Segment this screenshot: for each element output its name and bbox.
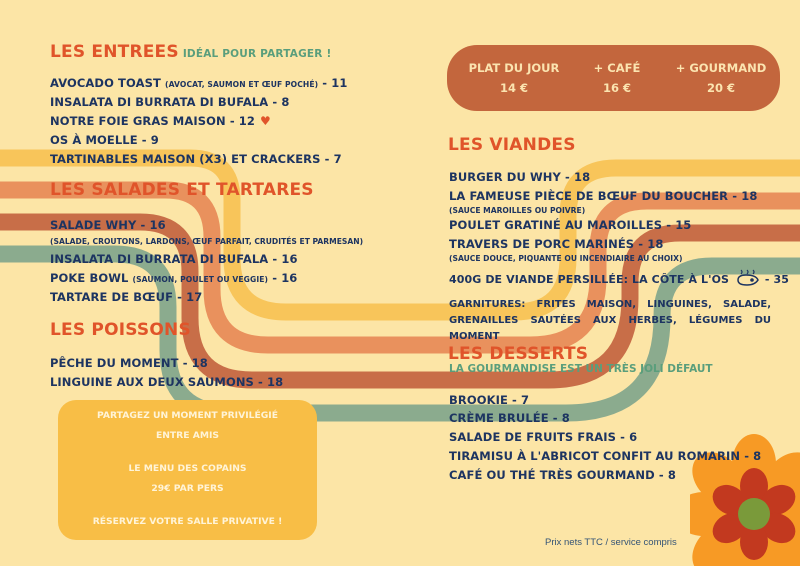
- menu-item: POKE BOWL (SAUMON, POULET OU VEGGIE) - 16: [50, 271, 298, 285]
- flower-icon: [690, 418, 800, 566]
- menu-item: AVOCADO TOAST (AVOCAT, SAUMON ET ŒUF POCHÉ) - 11: [50, 76, 348, 90]
- plat-price: 20 €: [706, 81, 735, 95]
- menu-item: TARTARE DE BŒUF - 17: [50, 290, 203, 304]
- plat-label: PLAT DU JOUR: [468, 61, 560, 75]
- copains-line: RÉSERVEZ VOTRE SALLE PRIVATIVE !: [92, 516, 283, 527]
- menu-item: CRÈME BRULÉE - 8: [449, 411, 570, 425]
- menu-item: OS À MOELLE - 9: [50, 133, 159, 147]
- menu-item: BROOKIE - 7: [449, 393, 530, 407]
- heart-icon: ♥: [260, 114, 271, 128]
- garnitures-text: GARNITURES: FRITES MAISON, LINGUINES, SALADE, GRENAILLES SAUTÉES AUX HERBES, LÉGUMES DU MOMENT: [449, 299, 771, 342]
- plat-label: + GOURMAND: [675, 61, 767, 75]
- plat-col: [572, 58, 662, 98]
- copains-line: 29€ PAR PERS: [151, 483, 224, 494]
- viandes-title: LES VIANDES: [448, 135, 576, 155]
- entrees-subtitle: IDÉAL POUR PARTAGER !: [182, 48, 332, 60]
- copains-box: [58, 400, 317, 540]
- menu-item: TIRAMISU À L'ABRICOT CONFIT AU ROMARIN - 8: [449, 449, 762, 463]
- menu-item: SALADE WHY - 16: [50, 218, 166, 232]
- plat-du-jour-box: [447, 45, 780, 111]
- plat-price: 14 €: [499, 81, 528, 95]
- menu-item: PÊCHE DU MOMENT - 18: [50, 356, 208, 370]
- steak-icon: [735, 268, 761, 288]
- menu-item: 400G DE VIANDE PERSILLÉE: LA CÔTE À L'OS - 35: [449, 268, 789, 288]
- menu-item: CAFÉ OU THÉ TRÈS GOURMAND - 8: [449, 468, 676, 482]
- entrees-title: LES ENTREES: [50, 42, 179, 62]
- menu-item-note: (SAUCE DOUCE, PIQUANTE OU INCENDIAIRE AU CHOIX): [449, 254, 683, 263]
- menu-item: BURGER DU WHY - 18: [449, 170, 591, 184]
- menu-item: POULET GRATINÉ AU MAROILLES - 15: [449, 218, 692, 232]
- footer-note: Prix nets TTC / service compris: [545, 537, 677, 548]
- copains-line: ENTRE AMIS: [155, 430, 220, 441]
- menu-item: INSALATA DI BURRATA DI BUFALA - 16: [50, 252, 298, 266]
- salades-title: LES SALADES ET TARTARES: [50, 180, 314, 200]
- menu-item: LINGUINE AUX DEUX SAUMONS - 18: [50, 375, 284, 389]
- menu-item-note: (SAUCE MAROILLES OU POIVRE): [449, 206, 586, 215]
- menu-item: TARTINABLES MAISON (X3) ET CRACKERS - 7: [50, 152, 342, 166]
- menu-item: SALADE DE FRUITS FRAIS - 6: [449, 430, 638, 444]
- copains-line: PARTAGEZ UN MOMENT PRIVILÉGIÉ: [97, 410, 278, 421]
- menu-item: NOTRE FOIE GRAS MAISON - 12 ♥: [50, 114, 271, 128]
- menu-item: INSALATA DI BURRATA DI BUFALA - 8: [50, 95, 290, 109]
- copains-line: LE MENU DES COPAINS: [128, 463, 247, 474]
- menu-item: LA FAMEUSE PIÈCE DE BŒUF DU BOUCHER - 18: [449, 189, 758, 203]
- plat-col: [459, 58, 569, 98]
- desserts-subtitle: LA GOURMANDISE EST UN TRÈS JOLI DÉFAUT: [449, 363, 713, 375]
- plat-col: [665, 58, 777, 98]
- plat-label: + CAFÉ: [593, 61, 641, 75]
- menu-item: TRAVERS DE PORC MARINÉS - 18: [449, 237, 664, 251]
- entrees-heading: [50, 42, 331, 62]
- poissons-title: LES POISSONS: [50, 320, 191, 340]
- desserts-title: LES DESSERTS: [448, 344, 589, 364]
- plat-price: 16 €: [602, 81, 631, 95]
- menu-item-note: (SALADE, CROUTONS, LARDONS, ŒUF PARFAIT, CRUDITÉS ET PARMESAN): [50, 237, 364, 246]
